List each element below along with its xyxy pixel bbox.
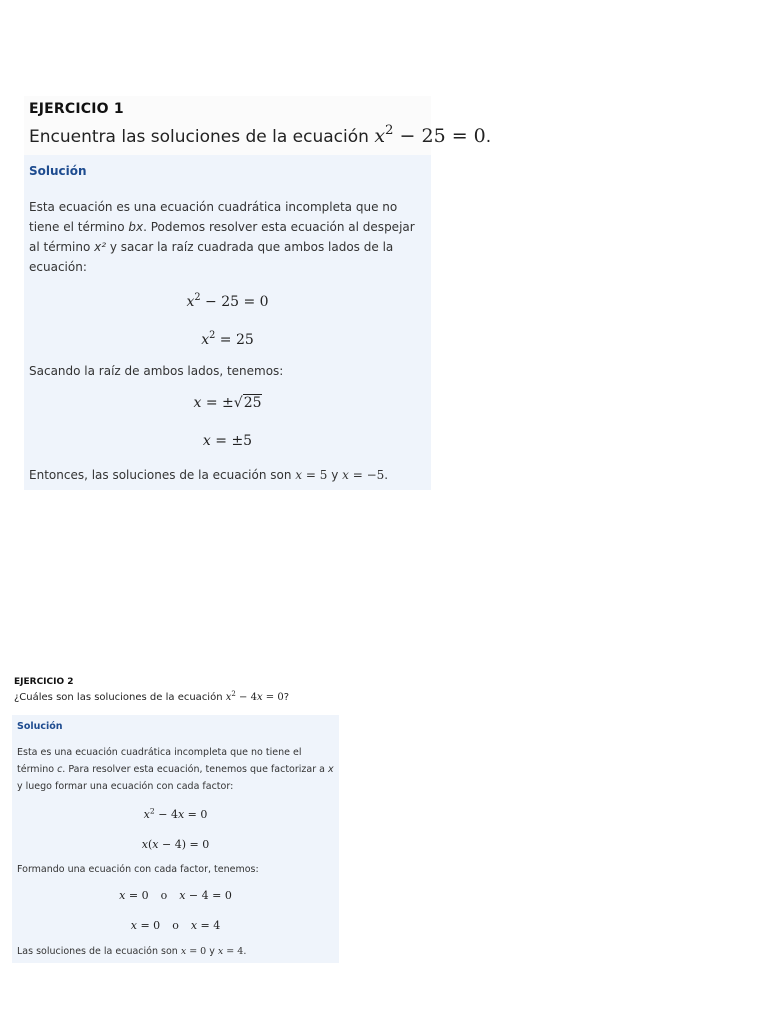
solution-title: Solución xyxy=(17,721,63,732)
equation-line: x = ±√25 xyxy=(193,395,262,411)
question-text: ¿Cuáles son las soluciones de la ecuación xyxy=(14,692,226,703)
exercise-1-title: EJERCICIO 1 xyxy=(29,101,124,117)
equation-block xyxy=(17,881,334,941)
conclusion-text: . xyxy=(243,946,247,957)
equation-line: x = ±5 xyxy=(202,433,253,449)
equation-line: x = 0 o x − 4 = 0 xyxy=(119,889,232,902)
intro-text: Esta es una ecuación cuadrática incompleta que no tiene el término xyxy=(17,747,302,775)
conclusion-text: Las soluciones de la ecuación son xyxy=(17,946,181,957)
intro-term: bx xyxy=(128,220,144,234)
equation-block xyxy=(29,283,426,359)
question-text: Encuentra las soluciones de la ecuación xyxy=(29,127,375,147)
equation-block xyxy=(17,800,334,860)
exercise-1 xyxy=(24,96,492,490)
intro-term: c xyxy=(57,764,63,775)
connector-word: o xyxy=(160,889,168,902)
exercise-2 xyxy=(12,675,339,963)
solution-title: Solución xyxy=(29,164,87,178)
question-equation: $x^2 - 25 = 0$ xyxy=(374,123,486,147)
intro-text: Esta ecuación es una ecuación cuadrática incompleta que no tiene el término xyxy=(29,200,398,234)
question-end: . xyxy=(485,127,492,147)
exercise-1-solution xyxy=(24,155,431,490)
exercise-2-title: EJERCICIO 2 xyxy=(14,677,74,687)
equation-block xyxy=(29,384,426,460)
solution-value: x = 4 xyxy=(217,946,244,957)
exercise-2-solution xyxy=(12,715,339,963)
intro-text: . Para resolver esta ecuación, tenemos que factorizar a xyxy=(62,764,328,775)
intro-text: y luego formar una ecuación con cada factor: xyxy=(17,781,234,792)
question-end: ? xyxy=(283,692,290,703)
solution-intro xyxy=(17,744,334,795)
solution-middle-text: Sacando la raíz de ambos lados, tenemos: xyxy=(29,364,284,378)
solution-value: x = 0 xyxy=(180,946,207,957)
question-equation: $x^2 - 4x = 0$ xyxy=(225,689,284,703)
conclusion-text: y xyxy=(327,468,343,482)
solution-conclusion xyxy=(17,945,334,959)
intro-text: . Podemos resolver esta ecuación al despejar al término xyxy=(29,220,415,254)
intro-text: y sacar la raíz cuadrada que ambos lados de la ecuación: xyxy=(29,240,394,274)
equation-line: $x^2 - 25 = 0$ xyxy=(186,292,269,310)
intro-term: x² xyxy=(94,240,107,254)
equation-line: x = 0 o x = 4 xyxy=(130,919,221,932)
exercise-1-header xyxy=(24,96,492,155)
solution-intro xyxy=(29,197,426,277)
conclusion-text: y xyxy=(206,946,218,957)
conclusion-text: Entonces, las soluciones de la ecuación son xyxy=(29,468,296,482)
equation-line: $x^2 - 4x = 0$ xyxy=(143,806,208,821)
connector-word: o xyxy=(172,919,179,932)
solution-middle-text: Formando una ecuación con cada factor, tenemos: xyxy=(17,864,259,875)
conclusion-text: . xyxy=(384,468,389,482)
exercise-1-question xyxy=(29,123,492,147)
solution-conclusion xyxy=(29,466,426,484)
equation-line: x(x − 4) = 0 xyxy=(141,838,210,851)
solution-value: x = −5 xyxy=(342,468,385,482)
exercise-2-question xyxy=(14,689,337,703)
equation-line: $x^2 = 25$ xyxy=(201,330,254,348)
solution-value: x = 5 xyxy=(295,468,328,482)
exercise-2-header xyxy=(12,675,339,715)
intro-term: x xyxy=(327,764,334,775)
